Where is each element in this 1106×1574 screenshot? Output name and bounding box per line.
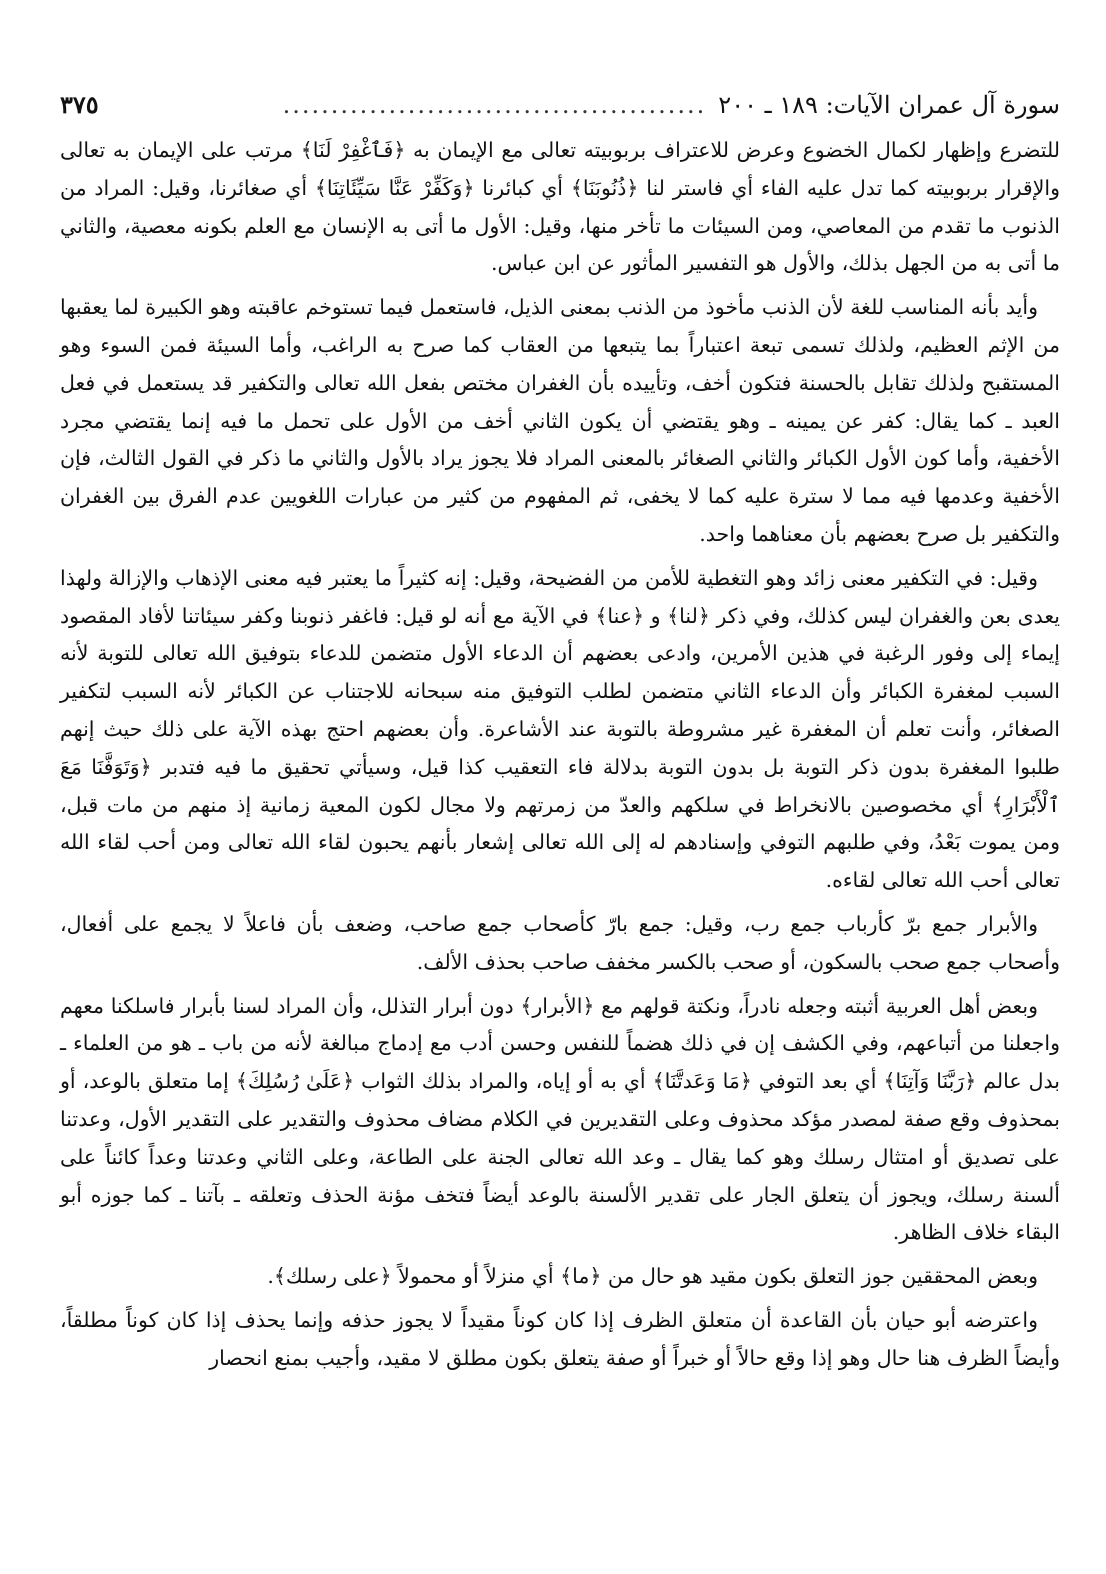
paragraph: والأبرار جمع برّ كأرباب جمع رب، وقيل: جمع بارّ كأصحاب جمع صاحب، وضعف بأن فاعلاً لا يجمع على أفعال، وأصحاب جمع صحب بالسكون، أو صحب بالكسر مخفف صاحب بحذف الألف. xyxy=(60,911,1060,974)
document-page xyxy=(60,88,1060,1384)
header-dots: ............................................ xyxy=(282,91,707,119)
paragraph: واعترضه أبو حيان بأن القاعدة أن متعلق الظرف إذا كان كوناً مقيداً لا يجوز حذفه وإنما يحذف إذا كان كوناً مطلقاً، وأيضاً الظرف هنا حال وهو إذا وقع حالاً أو خبراً أو صفة يتعلق بكون مطلق لا مقيد، وأجيب بمنع انحصار xyxy=(60,1307,1060,1370)
paragraph: وأيد بأنه المناسب للغة لأن الذنب مأخوذ من الذنب بمعنى الذيل، فاستعمل فيما تستوخم عاقبته وهو الكبيرة لما يعقبها من الإثم العظيم، ولذلك تسمى تبعة اعتباراً بما يتبعها من العقاب كما صرح به الراغب، وأما السيئة فمن السوء وهو المستقبح ولذلك تقابل بالحسنة فتكون أخف، وتأييده بأن الغفران مختص بفعل الله تعالى والتكفير قد يستعمل في فعل العبد ـ كما يقال: كفر عن يمينه ـ وهو يقتضي أن يكون الثاني أخف من الأول على تحمل ما فيه إنما يقتضي مجرد الأخفية، وأما كون الأول الكبائر والثاني الصغائر بالمعنى المراد فلا يجوز يراد بالأول والثاني ما ذكر في القول الثالث، فإن الأخفية وعدمها فيه مما لا سترة عليه كما لا يخفى، ثم المفهوم من كثير من عبارات اللغويين عدم الفرق بين الغفران والتكفير بل صرح بعضهم بأن معناهما واحد. xyxy=(60,295,1060,546)
paragraph: وقيل: في التكفير معنى زائد وهو التغطية للأمن من الفضيحة، وقيل: إنه كثيراً ما يعتبر فيه معنى الإذهاب والإزالة ولهذا يعدى بعن والغفران ليس كذلك، وفي ذكر ﴿لنا﴾ و ﴿عنا﴾ في الآية مع أنه لو قيل: فاغفر ذنوبنا وكفر سيئاتنا لأفاد المقصود إيماء إلى وفور الرغبة في هذين الأمرين، وادعى بعضهم أن الدعاء الأول متضمن للدعاء بتوفيق الله تعالى للتوبة لأنه السبب لمغفرة الكبائر وأن الدعاء الثاني متضمن لطلب التوفيق منه سبحانه للاجتناب عن الكبائر لأنه السبب لتكفير الصغائر، وأنت تعلم أن المغفرة غير مشروطة بالتوبة عند الأشاعرة. وأن بعضهم احتج بهذه الآية على ذلك حيث إنهم طلبوا المغفرة بدون ذكر التوبة بل بدون التوبة بدلالة فاء التعقيب كذا قيل، وسيأتي تحقيق ما فيه فتدبر ﴿وَتَوَفَّنَا مَعَ ٱلْأَبْرَارِ﴾ أي مخصوصين بالانخراط في سلكهم والعدّ من زمرتهم ولا مجال لكون المعية زمانية إذ منهم من مات قبل، ومن يموت بَعْدُ، وفي طلبهم التوفي وإسنادهم له إلى الله تعالى إشعار بأنهم يحبون لقاء الله تعالى ومن أحب لقاء الله تعالى أحب الله تعالى لقاءه. xyxy=(60,565,1060,893)
running-header xyxy=(60,88,1060,122)
page-number: ٣٧٥ xyxy=(60,90,99,119)
paragraph: وبعض المحققين جوز التعلق بكون مقيد هو حال من ﴿ما﴾ أي منزلاً أو محمولاً ﴿على رسلك﴾. xyxy=(267,1264,1038,1289)
paragraph: للتضرع وإظهار لكمال الخضوع وعرض للاعتراف بربوبيته تعالى مع الإيمان به ﴿فَٱغْفِرْ لَنَا﴾ مرتب على الإيمان به تعالى والإقرار بربوبيته كما تدل عليه الفاء أي فاستر لنا ﴿ذُنُوبَنَا﴾ أي كبائرنا ﴿وَكَفِّرْ عَنَّا سَيِّئَاتِنَا﴾ أي صغائرنا، وقيل: المراد من الذنوب ما تقدم من المعاصي، ومن السيئات ما تأخر منها، وقيل: الأول ما أتى به الإنسان مع العلم بكونه معصية، والثاني ما أتى به من الجهل بذلك، والأول هو التفسير المأثور عن ابن عباس. xyxy=(60,138,1060,276)
header-title: سورة آل عمران الآيات: ١٨٩ ـ ٢٠٠ xyxy=(718,91,1060,119)
paragraph: وبعض أهل العربية أثبته وجعله نادراً، ونكتة قولهم مع ﴿الأبرار﴾ دون أبرار التذلل، وأن المراد لسنا بأبرار فاسلكنا معهم واجعلنا من أتباعهم، وفي الكشف إن في ذلك هضماً للنفس وحسن أدب مع إدماج مبالغة لأنه من باب ـ هو من العلماء ـ بدل عالم ﴿رَبَّنَا وَآتِنَا﴾ أي بعد التوفي ﴿مَا وَعَدتَّنَا﴾ أي به أو إياه، والمراد بذلك الثواب ﴿عَلَىٰ رُسُلِكَ﴾ إما متعلق بالوعد، أو بمحذوف وقع صفة لمصدر مؤكد محذوف وعلى التقديرين في الكلام مضاف محذوف والتقدير على التقدير الأول، وعدتنا على تصديق أو امتثال رسلك وهو كما يقال ـ وعد الله تعالى الجنة على الطاعة، وعلى الثاني وعدتنا وعداً كائناً على ألسنة رسلك، ويجوز أن يتعلق الجار على تقدير الألسنة بالوعد أيضاً فتخف مؤنة الحذف وتعلقه ـ بآتنا ـ كما جوزه أبو البقاء خلاف الظاهر. xyxy=(60,993,1060,1245)
